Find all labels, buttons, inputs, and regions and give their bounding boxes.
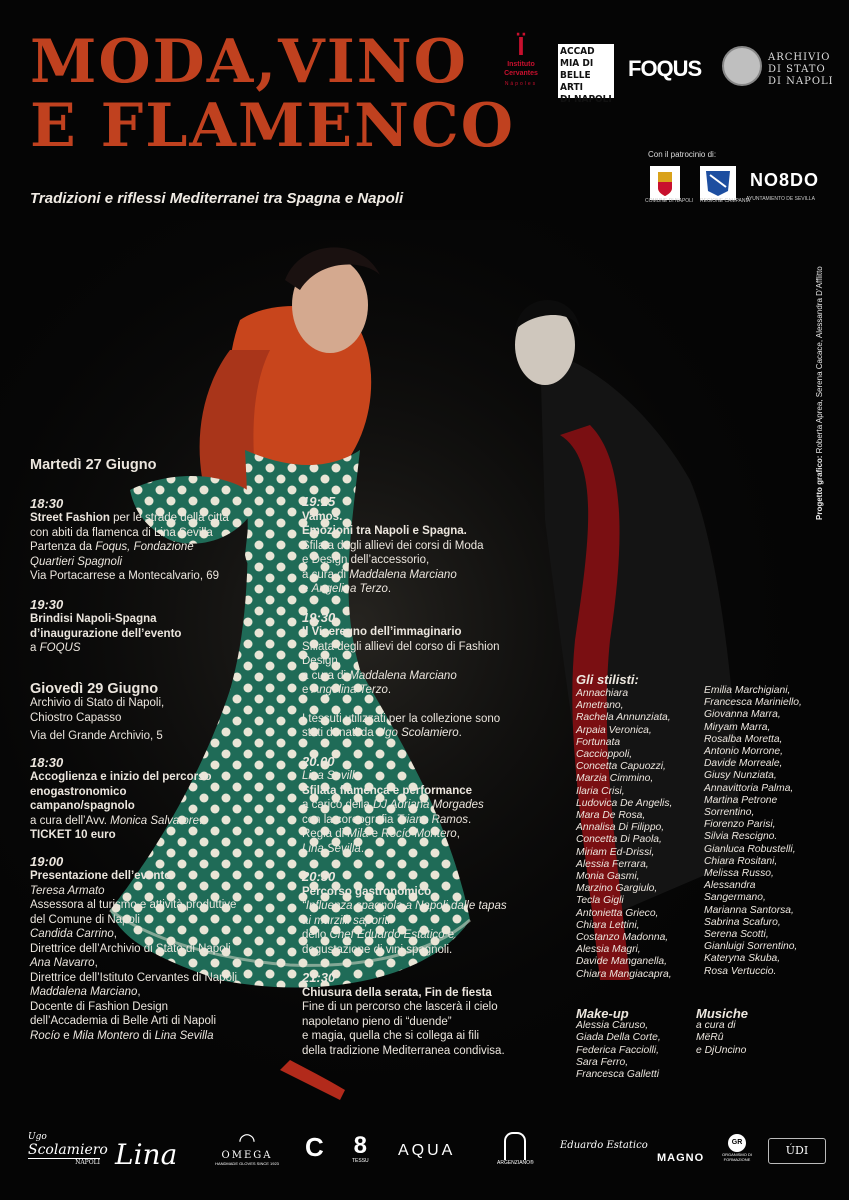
event-9-line-4: della tradizione Mediterranea condivisa. (302, 1044, 505, 1057)
stilista-name: Alessia Magri, (576, 944, 641, 956)
sponsor-scolamiero: Ugo Scolamiero NAPOLI (28, 1132, 108, 1166)
event-7-line-1: a carico della DJ Adriana Morgades (302, 799, 484, 811)
event-8-line-2: ai murzilli saporiti” (302, 914, 395, 927)
event-3-title-1: Accoglienza e inizio del percorso (30, 771, 212, 783)
sponsor-magno: MAGNO (657, 1152, 705, 1164)
title-line-1: MODA,VINO (30, 27, 468, 97)
stilisti-heading: Gli stilisti: (576, 672, 639, 687)
event-6-title: Il Viceregno dell’immaginario (302, 626, 462, 638)
stilista-name: Rachela Annunziata, (576, 712, 671, 724)
archivio-seal-icon (722, 46, 762, 86)
makeup-list (576, 1020, 686, 1081)
title-line-2: E FLAMENCO (30, 91, 515, 161)
sponsor-eight: 8 TESSU (352, 1132, 369, 1164)
stilista-name: Costanzo Madonna, (576, 932, 669, 944)
event-4-line-5: Direttrice dell’Archivio di Stato di Napoli (30, 942, 231, 955)
stilista-name: Emilia Marchigiani, (704, 685, 791, 696)
event-6-line-4: e Angelina Terzo. (302, 684, 392, 696)
cervantes-mark-icon: Ï (517, 31, 525, 61)
stilista-name: Davide Morreale, (704, 758, 783, 770)
stilista-name: Arpaia Veronica, (576, 724, 652, 736)
event-5-title-1: Vamos. (302, 510, 343, 523)
campania-label: REGIONE CAMPANIA (700, 198, 751, 204)
stilista-name: Marzino Gargiulo, (576, 883, 658, 895)
event-9-line-3: e magia, quella che si collega ai fili (302, 1030, 480, 1042)
event-5-line-4: e Angelina Terzo. (302, 583, 392, 595)
event-4-line-9: Docente di Fashion Design (30, 1000, 169, 1013)
stilista-name: Martina Petrone (704, 794, 778, 806)
event-1-line-3: Partenza da Foqus, Fondazione (30, 541, 194, 553)
day-2-location-2: Chiostro Capasso (30, 711, 122, 724)
event-5-line-2: e Design dell’accessorio, (302, 554, 430, 566)
sponsor-aqua: AQUA (398, 1142, 456, 1159)
archivio-line3: DI NAPOLI (768, 76, 834, 87)
program-column-2 (302, 495, 552, 1058)
stilista-name: Tecla Gigli (576, 895, 624, 907)
stilista-name: Chiara Rositani, (704, 855, 778, 867)
stilista-name: Monia Gasmi, (576, 871, 640, 883)
stilista-name: Ilaria Crisi, (576, 785, 625, 797)
makeup-artist-name: Francesca Galletti (576, 1069, 659, 1081)
stilisti-list-1 (576, 688, 691, 981)
cervantes-name-line2: Cervantes (504, 70, 538, 77)
event-6-line-2: Design, (302, 655, 341, 667)
stilista-name: Sabrina Scafuro, (704, 916, 781, 928)
stilista-name: Concetta Di Paola, (576, 834, 662, 846)
stilista-name: Antonietta Grieco, (576, 907, 659, 919)
sponsor-estatico: Eduardo Estatico (560, 1140, 648, 1151)
event-6-line-6: stati donati da Ugo Scolamiero. (302, 727, 462, 739)
stilista-name: Giovanna Marra, (704, 709, 781, 721)
stilista-name: Davide Manganella, (576, 956, 668, 968)
event-6-line-3: a cura di Maddalena Marciano (302, 669, 457, 682)
poster-title (30, 27, 515, 161)
event-9-line-1: Fine di un percorso che lascerà il cielo (302, 1001, 498, 1013)
stilista-name: Annachiara (576, 688, 629, 699)
stilista-name: Fortunata (576, 736, 621, 748)
archivio-line2: DI STATO (768, 64, 826, 75)
event-4-line-7: Direttrice dell’Istituto Cervantes di Napoli (30, 971, 238, 984)
event-8-line-4: degustazione di vini spagnoli. (302, 943, 453, 956)
event-6-line-1: Sfilata degli allievi del corso di Fashion (302, 640, 500, 653)
accademia-line1: ACCAD (560, 46, 595, 57)
stilista-name: Gianluca Robustelli, (704, 843, 796, 855)
sponsor-lina: Lina (115, 1138, 178, 1171)
event-4-line-1: Teresa Armato (30, 884, 105, 897)
archivio-stato-logo (768, 52, 834, 88)
makeup-section (576, 1008, 686, 1081)
makeup-artist-name: Alessia Caruso, (576, 1020, 649, 1032)
event-1-time: 18:30 (30, 495, 64, 511)
event-1-line-2: con abiti da flamenca di Lina Sevilla (30, 526, 213, 539)
sponsor-argenziano: ARGENZIANO® (497, 1132, 534, 1166)
event-7-line-3: Regia di Mila e Rocío Montero, (302, 828, 460, 840)
event-3-title-2: enogastronomico (30, 785, 127, 798)
event-4-title: Presentazione dell’evento (30, 870, 172, 882)
stilista-name: Alessia Ferrara, (576, 858, 649, 870)
stilista-name: Sangermano, (704, 892, 766, 904)
event-9-line-2: napoletano pieno di “duende” (302, 1015, 452, 1028)
cervantes-city: Nápoles (504, 81, 538, 87)
stilista-name: Ametrano, (576, 700, 624, 712)
credits-names: Roberta Aprea, Serena Cacace, Alessandra D’Afflitto (815, 266, 824, 454)
campania-crest-icon (700, 166, 736, 200)
sponsor-last: ÚDI (768, 1138, 826, 1164)
event-1-address: Via Portacarrese a Montecalvario, 69 (30, 570, 219, 582)
event-9-time: 21:30 (302, 970, 336, 985)
foqus-logo: FOQUS (628, 56, 702, 81)
event-1-line-1: Street Fashion per le strade della città (30, 512, 229, 524)
accademia-line2: MIA DI (560, 58, 594, 69)
event-5-line-1: Sfilata degli allievi dei corsi di Moda (302, 539, 484, 552)
event-6-time: 19:30 (302, 609, 336, 625)
event-4-line-3: del Comune di Napoli (30, 913, 140, 926)
napoli-label: COMUNE DI NAPOLI (645, 198, 694, 204)
stilista-name: Ludovica De Angelis, (576, 797, 673, 809)
day-2-date: Giovedì 29 Giugno (30, 680, 159, 697)
stilista-name: Miryam Marra, (704, 721, 771, 733)
musiche-heading: Musiche (696, 1006, 749, 1021)
event-7-sub: Lina Sevilla (302, 770, 361, 782)
stilista-name: Chiara Lettini, (576, 919, 640, 931)
event-8-line-3: dello Chef Eduardo Estatico e (302, 929, 455, 941)
sponsor-c-logo: C (305, 1132, 324, 1162)
accademia-belle-arti-logo (558, 44, 614, 105)
musiche-line-2: MëRû (696, 1032, 724, 1044)
event-3-title-3: campano/spagnolo (30, 800, 135, 812)
omega-mark-icon: ◠ (238, 1130, 256, 1152)
sponsor-omega: ◠ OMEGA HANDMADE GLOVES SINCE 1923 (210, 1132, 284, 1166)
instituto-cervantes-logo (490, 32, 552, 87)
sevilla-label: AYUNTAMIENTO DE SEVILLA (746, 196, 815, 202)
event-3-ticket: TICKET 10 euro (30, 829, 116, 841)
cervantes-name-line1: Instituto (507, 61, 535, 68)
stilista-name: Silvia Rescigno. (704, 831, 778, 843)
stilista-name: Melissa Russo, (704, 868, 774, 880)
stilista-name: Marianna Santorsa, (704, 904, 794, 916)
event-2-title-1: Brindisi Napoli-Spagna (30, 613, 157, 625)
event-2-time: 19:30 (30, 596, 64, 612)
stilista-name: Marzia Cimmino, (576, 773, 654, 785)
makeup-artist-name: Giada Della Corte, (576, 1032, 661, 1044)
event-8-time: 20:30 (302, 869, 336, 884)
event-5-time: 19:15 (302, 494, 336, 509)
event-4-line-2: Assessora al turismo e attività produttive (30, 899, 237, 911)
stilista-name: Giusy Nunziata, (704, 770, 777, 782)
event-7-time: 20.00 (302, 753, 335, 769)
event-4-line-10: dell’Accademia di Belle Arti di Napoli (30, 1015, 217, 1027)
argenziano-arch-icon (504, 1132, 526, 1160)
stilista-name: Alessandra (704, 880, 756, 892)
musiche-section (696, 1008, 806, 1057)
stilista-name: Antonio Morrone, (704, 746, 783, 758)
event-4-time: 19:00 (30, 853, 64, 869)
event-8-title: Percorso gastronomico (302, 885, 432, 898)
stilista-name: Annavittoria Palma, (704, 782, 794, 794)
stilista-name: Serena Scotti, (704, 929, 769, 941)
event-2-line-1: a FOQUS (30, 642, 81, 654)
stilista-name: Concetta Capuozzi, (576, 761, 666, 773)
event-3-time: 18:30 (30, 754, 64, 770)
event-4-line-8: Maddalena Marciano, (30, 986, 141, 998)
event-6-line-5: I tessuti utilizzati per la collezione sono (302, 712, 501, 725)
stilista-name: Mara De Rosa, (576, 810, 646, 822)
archivio-line1: ARCHIVIO (768, 52, 831, 63)
day-2-location-1: Archivio di Stato di Napoli, (30, 697, 165, 709)
day-2-location-3: Via del Grande Archivio, 5 (30, 730, 163, 742)
event-8-line-1: “Influenza spagnola a Napoli dalle tapas (302, 900, 507, 912)
makeup-artist-name: Federica Facciolli, (576, 1044, 659, 1056)
stilista-name: Fiorenzo Parisi, (704, 819, 776, 831)
stilista-name: Rosa Vertuccio. (704, 965, 777, 977)
program-column-1 (30, 458, 295, 1043)
stilista-name: Francesca Mariniello, (704, 697, 802, 709)
event-7-title: Sfilata flamenca e performance (302, 784, 473, 797)
stilista-name: Annalisa Di Filippo, (576, 822, 665, 834)
event-5-line-3: a cura di Maddalena Marciano (302, 568, 457, 581)
accademia-line4: DI NAPOLI (560, 94, 612, 105)
stilista-name: Caccioppoli, (576, 749, 633, 761)
event-4-line-4: Candida Carrino, (30, 928, 117, 940)
stilista-name: Gianluigi Sorrentino, (704, 941, 798, 953)
event-4-line-11: Rocío e Mila Montero di Lina Sevilla (30, 1029, 214, 1042)
credits-label: Progetto grafico: (815, 455, 824, 520)
stilista-name: Sorrentino, (704, 807, 755, 819)
event-7-line-2: con la coreografia Triana Ramos. (302, 813, 472, 826)
sponsor-circle: GR ORGANISMO DI FORMAZIONE (720, 1134, 754, 1162)
stilisti-list-2 (704, 685, 824, 978)
poster-subtitle: Tradizioni e riflessi Mediterranei tra Spagna e Napoli (30, 190, 404, 207)
event-3-line-1: a cura dell’Avv. Monica Salvatore. (30, 814, 203, 827)
makeup-heading: Make-up (576, 1006, 629, 1021)
stilista-name: Kateryna Skuba, (704, 953, 781, 965)
graphic-design-credits (815, 266, 824, 520)
nosdo-logo: NO8DO (750, 170, 820, 190)
event-5-title-2: Emozioni tra Napoli e Spagna. (302, 525, 467, 537)
patrocinio-label: Con il patrocinio di: (648, 150, 717, 159)
stilista-name: Chiara Mangiacapra, (576, 968, 672, 980)
day-1-date: Martedì 27 Giugno (30, 457, 157, 473)
musiche-line-1: a cura di (696, 1020, 736, 1032)
event-4-line-6: Ana Navarro, (30, 957, 98, 969)
makeup-artist-name: Sara Ferro, (576, 1056, 629, 1068)
musiche-line-3: e DjUncino (696, 1044, 747, 1056)
event-9-title: Chiusura della serata, Fin de fiesta (302, 986, 492, 999)
event-7-line-4: Lina Sevilla. (302, 842, 365, 855)
event-2-title-2: d’inaugurazione dell’evento (30, 627, 182, 640)
napoli-crest-icon (650, 166, 680, 200)
event-1-line-4: Quartieri Spagnoli (30, 555, 123, 568)
accademia-line3: BELLE ARTI (560, 70, 591, 93)
stilista-name: Rosalba Moretta, (704, 733, 783, 745)
stilista-name: Miriam Ed-Drissi, (576, 846, 655, 858)
